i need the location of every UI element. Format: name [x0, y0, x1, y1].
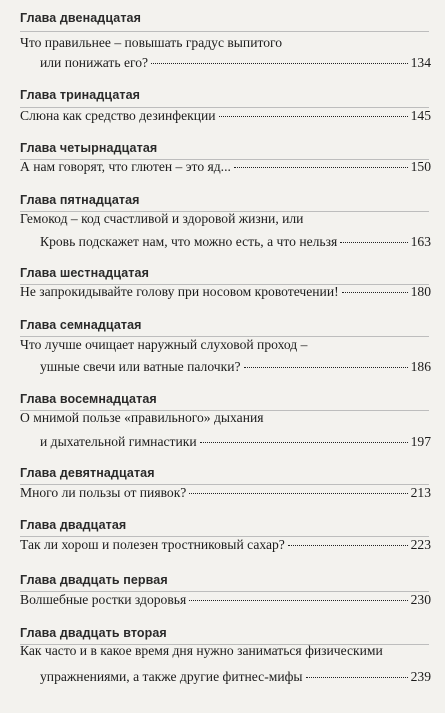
entry-title: и дыхательной гимнастики [40, 434, 197, 449]
entry-line [20, 34, 431, 52]
entry-line [20, 336, 431, 354]
page-number: 145 [410, 108, 431, 123]
entry-title: Что лучше очищает наружный слуховой проход – [20, 337, 308, 352]
page-number: 239 [410, 669, 431, 684]
page-number: 163 [410, 234, 431, 249]
entry-line [20, 283, 431, 301]
chapter-title: Глава пятнадцатая [20, 193, 140, 207]
dot-leader [189, 493, 407, 494]
entry-title: Так ли хорош и полезен тростниковый сахар? [20, 537, 285, 552]
chapter-title: Глава семнадцатая [20, 318, 142, 332]
dot-leader [234, 167, 408, 168]
divider [20, 31, 429, 32]
chapter-title: Глава девятнадцатая [20, 466, 155, 480]
entry-title: Кровь подскажет нам, что можно есть, а что нельзя [40, 234, 338, 249]
chapter-title: Глава четырнадцатая [20, 141, 158, 155]
chapter-title: Глава тринадцатая [20, 88, 141, 102]
entry-title: Что правильнее – повышать градус выпитого [20, 35, 283, 50]
dot-leader [244, 367, 408, 368]
page-number: 213 [410, 485, 431, 500]
page-number: 197 [410, 434, 431, 449]
dot-leader [151, 63, 408, 64]
dot-leader [189, 600, 407, 601]
entry-line [40, 233, 431, 251]
page-number: 134 [410, 55, 431, 70]
entry-title: упражнениями, а также другие фитнес-мифы [40, 669, 303, 684]
entry-line [20, 642, 431, 660]
entry-line [20, 210, 431, 228]
page-number: 223 [410, 537, 431, 552]
dot-leader [342, 292, 408, 293]
entry-title: А нам говорят, что глютен – это яд... [20, 159, 231, 174]
entry-title: Как часто и в какое время дня нужно заниматься физическими [20, 643, 383, 658]
dot-leader [306, 677, 408, 678]
page-number: 186 [410, 359, 431, 374]
entry-line [20, 158, 431, 176]
entry-title: ушные свечи или ватные палочки? [40, 359, 241, 374]
dot-leader [288, 545, 408, 546]
entry-line [20, 484, 431, 502]
entry-title: О мнимой пользе «правильного» дыхания [20, 410, 264, 425]
entry-line [20, 409, 431, 427]
entry-line [20, 591, 431, 609]
entry-line [40, 358, 431, 376]
entry-line [40, 54, 431, 72]
entry-title: Слюна как средство дезинфекции [20, 108, 216, 123]
entry-line [20, 536, 431, 554]
chapter-title: Глава восемнадцатая [20, 392, 157, 406]
entry-line [40, 668, 431, 686]
entry-line [20, 107, 431, 125]
chapter-title: Глава двенадцатая [20, 11, 141, 25]
chapter-title: Глава двадцать вторая [20, 626, 167, 640]
page-number: 150 [410, 159, 431, 174]
page-number: 180 [410, 284, 431, 299]
entry-title: Много ли пользы от пиявок? [20, 485, 187, 500]
dot-leader [219, 116, 408, 117]
entry-title: Гемокод – код счастливой и здоровой жизни, или [20, 211, 304, 226]
entry-line [40, 433, 431, 451]
page-number: 230 [410, 592, 431, 607]
dot-leader [200, 442, 408, 443]
chapter-title: Глава двадцать первая [20, 573, 168, 587]
entry-title: Волшебные ростки здоровья [20, 592, 187, 607]
entry-title: или понижать его? [40, 55, 149, 70]
chapter-title: Глава шестнадцатая [20, 266, 149, 280]
chapter-title: Глава двадцатая [20, 518, 127, 532]
dot-leader [340, 242, 407, 243]
entry-title: Не запрокидывайте голову при носовом кровотечении! [20, 284, 339, 299]
